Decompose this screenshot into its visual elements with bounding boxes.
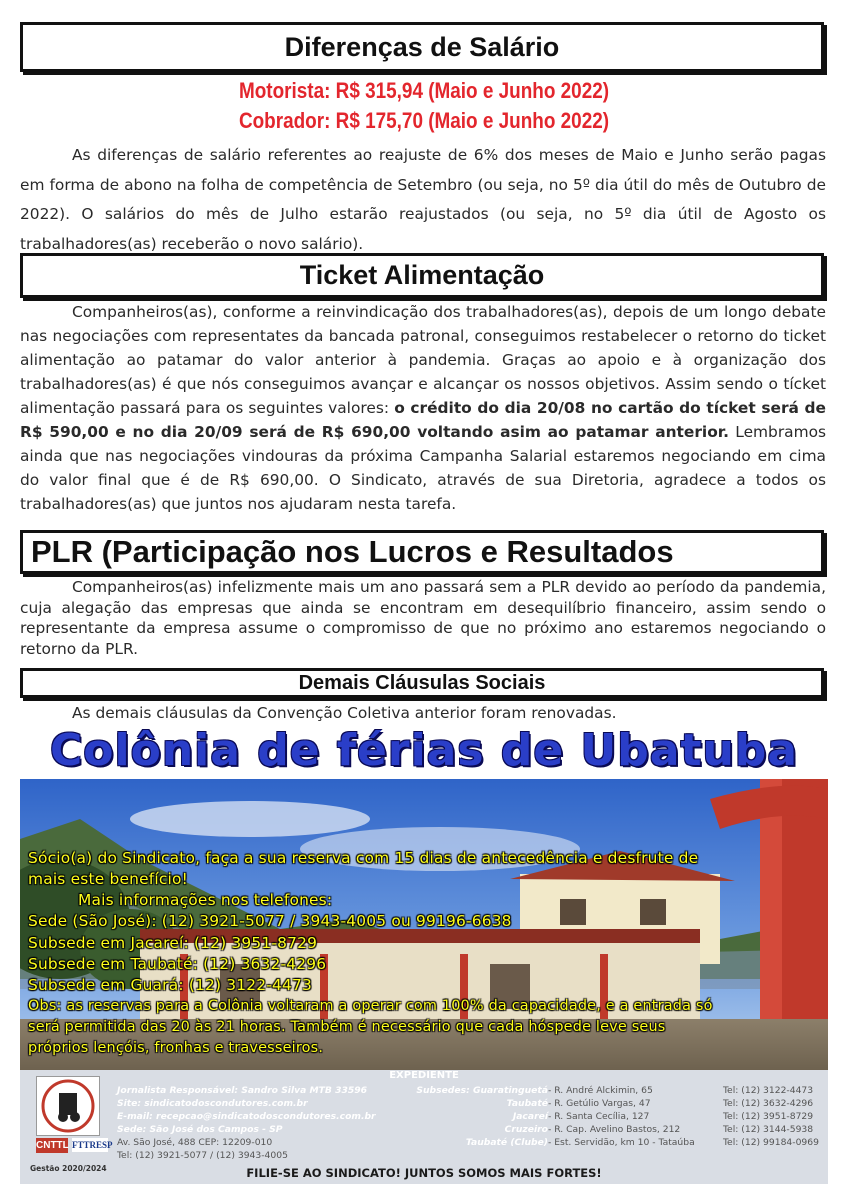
footer-address: Av. São José, 488 CEP: 12209-010 [117,1137,273,1148]
fttresp-logo: FTTRESP [72,1140,113,1150]
colonia-line-6: Subsede em Taubaté: (12) 3632-4296 [28,955,327,973]
gestao-label: Gestão 2020/2024 [30,1164,107,1173]
colonia-line-8: Obs: as reservas para a Colônia voltaram a operar com 100% da capacidade, e a entrada só [28,998,713,1014]
subsede-cruzeiro-label: Cruzeiro [504,1124,548,1135]
subsede-guara-addr: - R. André Alckimin, 65 [548,1085,653,1096]
footer-slogan: FILIE-SE AO SINDICATO! JUNTOS SOMOS MAIS FORTES! [246,1166,602,1180]
ticket-text-2: Lembramos ainda que nas negociações vindouras da próxima Campanha Salarial estaremos negociando em cima do valor final que é de R$ 690,00. O Sindicato, através de sua Diretoria, agradece a todos os trabalhadores(as) que juntos nos ajudaram nesta tarefa. [20,423,827,513]
plr-paragraph: Companheiros(as) infelizmente mais um ano passará sem a PLR devido ao período da pandemia, cuja alegação das empresas que ainda se encontram em desequilíbrio financeiro, assim sendo o representante da empresa assume o compromisso de que no próximo ano estaremos negociando o retorno da PLR. [20,578,826,658]
subsede-taubate-tel: Tel: (12) 3632-4296 [723,1098,814,1109]
subsede-clube-tel: Tel: (12) 99184-0969 [723,1137,819,1148]
ticket-text-bold: o crédito do dia 20/08 no cartão do tícket será de R$ 590,00 e no dia 20/09 será de R$ 690,00 voltando asim ao patamar anterior. [20,399,826,441]
colonia-title: Colônia de férias de Ubatuba [50,725,798,776]
salary-paragraph: As diferenças de salário referentes ao reajuste de 6% dos meses de Maio e Junho serão pagas em forma de abono na folha de competência de Setembro (ou seja, no 5º dia útil do mês de Outubro de 2022). O salários do mês de Julho estarão reajustados (ou seja, no 5º dia útil de Agosto os trabalhadores(as) receberão o novo salário). [20,146,826,253]
footer-tel: Tel: (12) 3921-5077 / (12) 3943-4005 [117,1150,288,1161]
section-title-diferencas [20,22,824,72]
footer-logo [36,1076,100,1136]
colonia-line-5: Subsede em Jacareí: (12) 3951-8729 [28,934,318,952]
subsede-jacarei-label: Jacareí [512,1111,548,1122]
colonia-line-4: Sede (São José): (12) 3921-5077 / 3943-4005 ou 99196-6638 [28,912,512,930]
footer-expediente [20,1070,828,1184]
subsede-cruzeiro-addr: - R. Cap. Avelino Bastos, 212 [548,1124,681,1135]
ticket-paragraph [20,300,826,516]
colonia-line-9: será permitida das 20 às 21 horas. Também é necessário que cada hóspede leve seus [28,1019,666,1035]
section-title-plr [20,530,824,574]
colonia-line-1: Sócio(a) do Sindicato, faça a sua reserva com 15 dias de antecedência e desfrute de [28,849,699,867]
subsede-guara-label: Subsedes: Guaratinguetá [416,1085,548,1096]
footer-sede: Sede: São José dos Campos - SP [117,1124,283,1135]
highlight-cobrador: Cobrador: R$ 175,70 (Maio e Junho 2022) [238,108,610,133]
subsede-cruzeiro-tel: Tel: (12) 3144-5938 [723,1124,814,1135]
footer-email: E-mail: recepcao@sindicatodoscondutores.com.br [117,1111,376,1122]
subsede-jacarei-tel: Tel: (12) 3951-8729 [723,1111,814,1122]
expediente-label: EXPEDIENTE [389,1070,459,1081]
section-title-text: Demais Cláusulas Sociais [298,671,546,694]
colonia-photo [20,779,828,1070]
section-title-text: Diferenças de Salário [284,31,560,62]
cnttl-logo: CNTTL [36,1140,69,1151]
footer-jornalista: Jornalista Responsável: Sandro Silva MTB 33596 [117,1085,368,1096]
footer-site: Site: sindicatodoscondutores.com.br [117,1098,308,1109]
subsede-taubate-addr: - R. Getúlio Vargas, 47 [548,1098,651,1109]
colonia-line-7: Subsede em Guará: (12) 3122-4473 [28,976,312,994]
section-title-text: PLR (Participação nos Lucros e Resultados [31,534,674,569]
ticket-text-1: Companheiros(as), conforme a reinvindicação dos trabalhadores(as), depois de um longo debate nas negociações com representates da bancada patronal, conseguimos restabelecer o retorno do ticket alimentação ao patamar do valor anterior à pandemia. Graças ao apoio e à organização dos trabalhadores(as) é que nós conseguimos avançar e alcançar os nossos objetivos. Assim sendo o tícket alimentação passará para os seguintes valores: [20,303,826,417]
subsede-clube-label: Taubaté (Clube) [465,1137,548,1148]
colonia-line-10: próprios lençóis, fronhas e travesseiros. [28,1040,324,1056]
demais-paragraph: As demais cláusulas da Convenção Coletiva anterior foram renovadas. [72,704,617,722]
colonia-line-2: mais este benefício! [28,870,188,888]
subsede-jacarei-addr: - R. Santa Cecília, 127 [548,1111,650,1122]
highlight-motorista: Motorista: R$ 315,94 (Maio e Junho 2022) [238,78,610,103]
section-title-ticket [20,253,824,298]
subsede-clube-addr: - Est. Servidão, km 10 - Tataúba [548,1137,695,1148]
union-logo-icon [37,1077,99,1135]
subsede-taubate-label: Taubaté [506,1098,548,1109]
subsede-guara-tel: Tel: (12) 3122-4473 [723,1085,814,1096]
colonia-line-3: Mais informações nos telefones: [78,891,333,909]
section-title-demais [20,668,824,698]
section-title-text: Ticket Alimentação [299,260,545,290]
